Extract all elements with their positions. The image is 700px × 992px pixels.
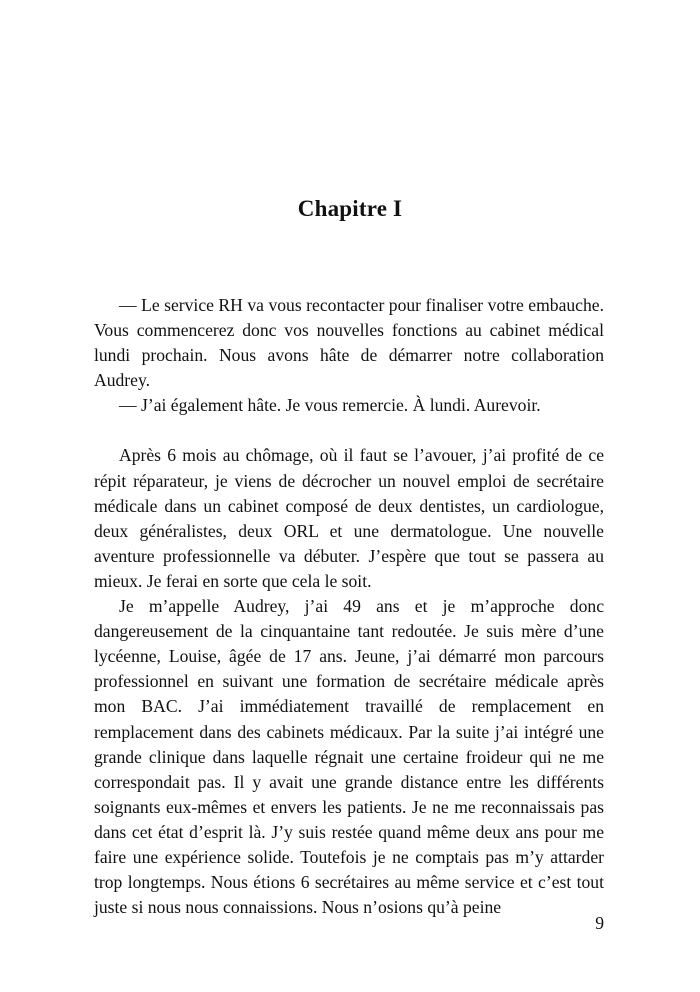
chapter-body xyxy=(94,293,604,920)
dialogue-paragraph: — Le service RH va vous recontacter pour finaliser votre embauche. Vous commencerez donc vos nouvelles fonctions au cabinet médical lundi prochain. Nous avons hâte de démarrer notre collaboration Audrey. xyxy=(94,295,604,391)
narrative-paragraph: Après 6 mois au chômage, où il faut se l’avouer, j’ai profité de ce répit réparateur, je viens de décrocher un nouvel emploi de secrétaire médicale dans un cabinet composé de deux dentistes, un cardiologue, deux généralistes, deux ORL et une dermatologue. Une nouvelle aventure professionnelle va débuter. J’espère que tout se passera au mieux. Je ferai en sorte que cela le soit. xyxy=(94,445,604,591)
dialogue-paragraph: — J’ai également hâte. Je vous remercie. À lundi. Aurevoir. xyxy=(119,395,541,416)
narrative-paragraph: Je m’appelle Audrey, j’ai 49 ans et je m’approche donc dangereusement de la cinquantaine tant redoutée. Je suis mère d’une lycéenne, Louise, âgée de 17 ans. Jeune, j’ai démarré mon parcours professionnel en suivant une formation de secrétaire médicale après mon BAC. J’ai immédiatement travaillé de remplacement en remplacement dans des cabinets médicaux. Par la suite j’ai intégré une grande clinique dans laquelle régnait une certaine froideur qui ne me correspondait pas. Il y avait une grande distance entre les différents soignants eux-mêmes et envers les patients. Je ne me reconnaissais pas dans cet état d’esprit là. J’y suis restée quand même deux ans pour me faire une expérience solide. Toutefois je ne comptais pas m’y attarder trop longtemps. Nous étions 6 secrétaires au même service et c’est tout juste si nous nous connaissions. Nous n’osions qu’à peine xyxy=(94,596,604,918)
chapter-title: Chapitre I xyxy=(297,196,403,221)
page-number: 9 xyxy=(595,913,604,933)
